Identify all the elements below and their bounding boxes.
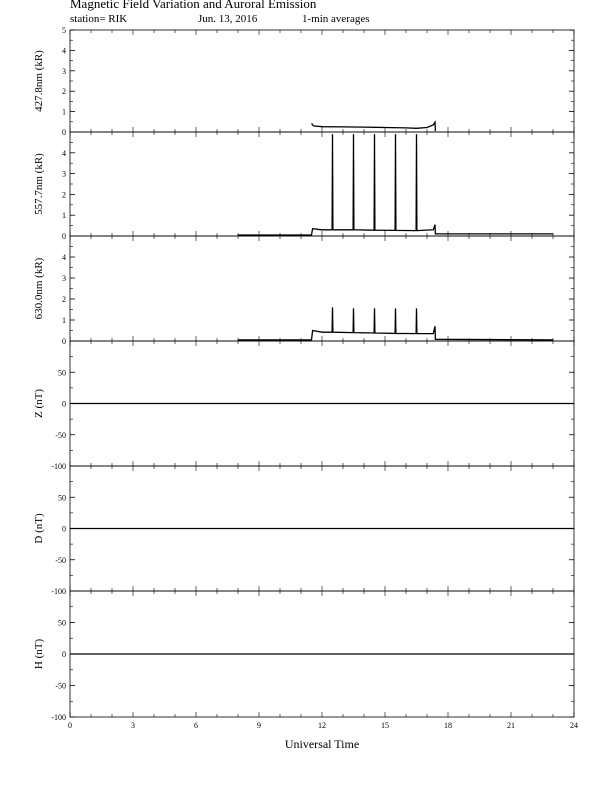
panel-frame-0 — [70, 30, 574, 132]
y-axis-label: Z (nT) — [33, 388, 45, 419]
y-axis-label: 557.7nm (kR) — [33, 153, 45, 215]
y-tick-label: 0 — [62, 232, 66, 241]
y-axis-label: 630.0nm (kR) — [33, 257, 45, 320]
y-axis-label: H (nT) — [33, 638, 45, 670]
y-tick-label: 0 — [62, 399, 66, 409]
y-tick-label: 2 — [62, 87, 66, 97]
y-tick-label: 0 — [62, 524, 66, 534]
chart-title: Magnetic Field Variation and Auroral Emission — [70, 0, 317, 11]
y-tick-label: 4 — [62, 148, 66, 158]
y-axis-label: 427.8nm (kR) — [33, 50, 45, 112]
x-tick-label: 9 — [257, 721, 261, 730]
y-tick-label: 0 — [62, 650, 66, 659]
date-label: Jun. 13, 2016 — [198, 13, 258, 25]
x-tick-label: 6 — [194, 721, 198, 730]
y-tick-label: -50 — [55, 430, 66, 440]
y-tick-label: -100 — [51, 713, 66, 722]
y-tick-label: 5 — [62, 26, 66, 35]
series-line-2-0 — [238, 307, 553, 340]
y-tick-label: 1 — [62, 316, 66, 325]
y-tick-label: -50 — [55, 681, 66, 691]
y-tick-label: 50 — [58, 368, 66, 378]
x-tick-label: 18 — [444, 721, 452, 730]
x-tick-label: 15 — [381, 721, 389, 730]
y-tick-label: 3 — [62, 169, 66, 179]
y-tick-label: 1 — [62, 107, 66, 117]
y-tick-label: 0 — [62, 128, 66, 137]
panel-frame-1 — [70, 132, 574, 236]
averaging-label: 1-min averages — [302, 13, 370, 25]
station-label: station= RIK — [70, 13, 128, 25]
panel-frame-2 — [70, 236, 574, 341]
x-tick-label: 3 — [131, 721, 135, 730]
x-tick-label: 0 — [68, 721, 72, 730]
y-tick-label: 2 — [62, 295, 66, 304]
x-tick-label: 24 — [570, 721, 578, 730]
x-axis-label: Universal Time — [284, 737, 360, 751]
y-tick-label: 3 — [62, 274, 66, 283]
y-tick-label: 50 — [58, 493, 66, 503]
y-tick-label: -100 — [51, 462, 66, 471]
y-tick-label: 2 — [62, 190, 66, 200]
y-tick-label: 4 — [62, 46, 66, 56]
y-tick-label: -50 — [55, 555, 66, 565]
x-tick-label: 21 — [507, 721, 515, 730]
y-tick-label: 4 — [62, 253, 66, 262]
series-line-0-0 — [312, 122, 436, 131]
y-tick-label: 1 — [62, 211, 66, 221]
y-tick-label: 3 — [62, 66, 66, 76]
y-tick-label: 0 — [62, 337, 66, 346]
y-axis-label: D (nT) — [33, 513, 45, 544]
series-line-1-0 — [238, 134, 553, 235]
y-tick-label: 50 — [58, 618, 66, 628]
x-tick-label: 12 — [318, 721, 326, 730]
y-tick-label: -100 — [51, 587, 66, 596]
